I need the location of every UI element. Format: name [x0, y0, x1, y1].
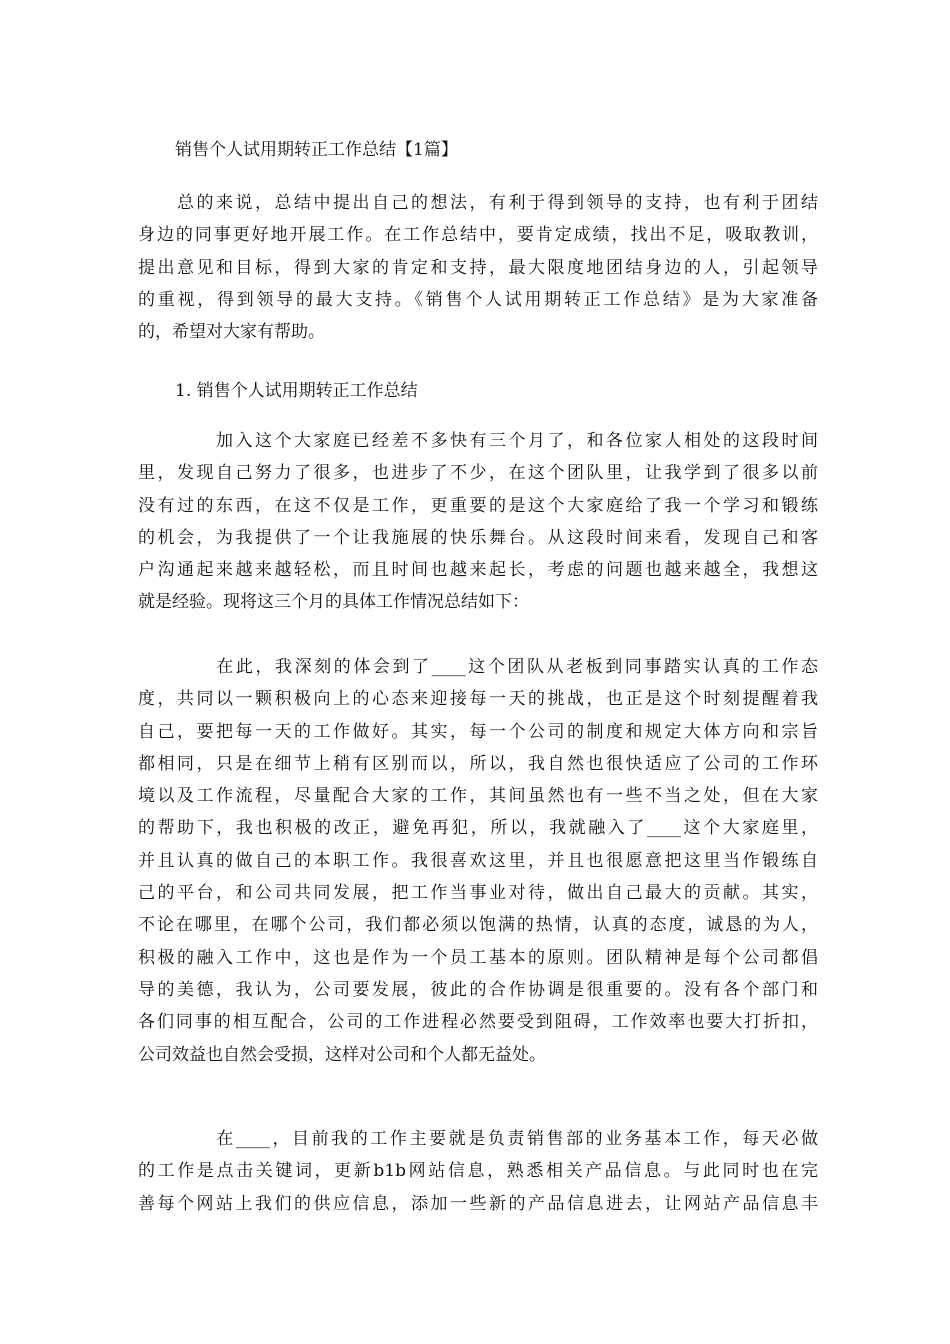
text-line: 的，希望对大家有帮助。	[138, 322, 325, 343]
body-paragraph-1	[138, 425, 818, 619]
text-line: 身边的同事更好地开展工作。在工作总结中，要肯定成绩，找出不足，吸取教训，	[138, 225, 818, 246]
text-line: 度，共同以一颗积极向上的心态来迎接每一天的挑战，也正是这个时刻提醒着我	[138, 689, 818, 710]
text-line: 公司效益也自然会受损，这样对公司和个人都无益处。	[138, 1044, 546, 1065]
text-line: 提出意见和目标，得到大家的肯定和支持，最大限度地团结身边的人，引起领导	[138, 257, 818, 278]
text-line: 导的美德，我认为，公司要发展，彼此的合作协调是很重要的。没有各个部门和	[138, 979, 818, 1000]
text-line: 的帮助下，我也积极的改正，避免再犯，所以，我就融入了____这个大家庭里，	[138, 818, 818, 839]
document-title: 销售个人试用期转正工作总结【1篇】	[175, 140, 458, 160]
text-line: 积极的融入工作中，这也是作为一个员工基本的原则。团队精神是每个公司都倡	[138, 947, 818, 968]
text-line: 没有过的东西，在这不仅是工作，更重要的是这个大家庭给了我一个学习和锻练	[138, 495, 818, 516]
text-line: 的重视，得到领导的最大支持。《销售个人试用期转正工作总结》是为大家准备	[138, 289, 818, 310]
text-line: 加入这个大家庭已经差不多快有三个月了，和各位家人相处的这段时间	[138, 431, 818, 451]
body-paragraph-2	[138, 651, 818, 1071]
text-line: 各们同事的相互配合，公司的工作进程必然要受到阻碍，工作效率也要大打折扣，	[138, 1012, 818, 1033]
text-line: 不论在哪里，在哪个公司，我们都必须以饱满的热情，认真的态度，诚恳的为人，	[138, 915, 818, 936]
text-line: 在此，我深刻的体会到了____这个团队从老板到同事踏实认真的工作态	[138, 657, 818, 677]
section-heading: 1. 销售个人试用期转正工作总结	[175, 381, 418, 401]
text-line: 己的平台，和公司共同发展，把工作当事业对待，做出自己最大的贡献。其实，	[138, 883, 818, 904]
text-line: 的机会，为我提供了一个让我施展的快乐舞台。从这段时间来看，发现自己和客	[138, 527, 818, 548]
text-line: 善每个网站上我们的供应信息，添加一些新的产品信息进去，让网站产品信息丰	[138, 1193, 818, 1214]
body-paragraph-3	[138, 1123, 818, 1220]
text-line: 在____，目前我的工作主要就是负责销售部的业务基本工作，每天必做	[138, 1129, 818, 1149]
text-line: 总的来说，总结中提出自己的想法，有利于得到领导的支持，也有利于团结	[138, 193, 818, 213]
text-line: 里，发现自己努力了很多，也进步了不少，在这个团队里，让我学到了很多以前	[138, 463, 818, 484]
text-line: 境以及工作流程，尽量配合大家的工作，其间虽然也有一些不当之处，但在大家	[138, 786, 818, 807]
text-line: 并且认真的做自己的本职工作。我很喜欢这里，并且也很愿意把这里当作锻练自	[138, 850, 818, 871]
text-line: 户沟通起来越来越轻松，而且时间也越来起长，考虑的问题也越来越全，我想这	[138, 560, 818, 581]
text-line: 就是经验。现将这三个月的具体工作情况总结如下：	[138, 592, 529, 613]
text-line: 都相同，只是在细节上稍有区别而以，所以，我自然也很快适应了公司的工作环	[138, 753, 818, 774]
text-line: 的工作是点击关键词，更新b1b网站信息，熟悉相关产品信息。与此同时也在完	[138, 1161, 818, 1182]
text-line: 自己，要把每一天的工作做好。其实，每一个公司的制度和规定大体方向和宗旨	[138, 721, 818, 742]
intro-paragraph	[138, 187, 818, 348]
